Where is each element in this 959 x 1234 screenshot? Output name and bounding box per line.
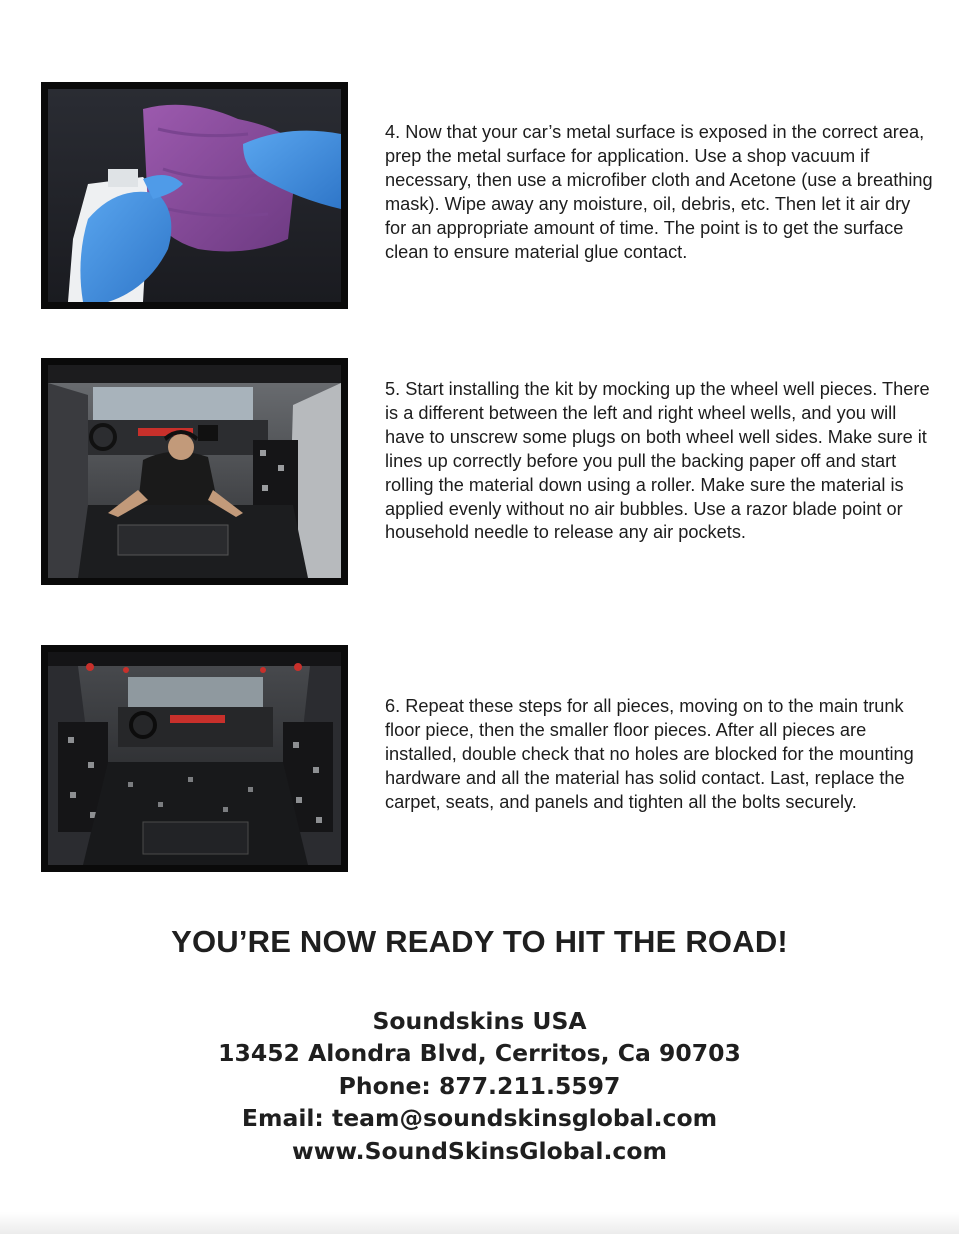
company-name: Soundskins USA xyxy=(372,1007,587,1035)
contact-block xyxy=(0,1005,959,1167)
finished-interior-photo xyxy=(48,652,341,865)
step-6-text: 6. Repeat these steps for all pieces, moving on to the main trunk floor piece, then the smaller floor pieces. After all pieces are installed, double check that no holes are blocked for the mounting hardware and all the material has solid contact. Last, replace the carpet, seats, and panels and tighten all the bolts securely. xyxy=(385,696,914,812)
cleaning-cloth-photo xyxy=(48,89,341,302)
step-6-photo xyxy=(41,645,348,872)
company-address: 13452 Alondra Blvd, Cerritos, Ca 90703 xyxy=(218,1039,741,1068)
installer-photo xyxy=(48,365,341,578)
page-bottom-shade xyxy=(0,1212,959,1234)
company-email: Email: team@soundskinsglobal.com xyxy=(241,1104,718,1133)
step-5-photo xyxy=(41,358,348,585)
company-website: www.SoundSkinsGlobal.com xyxy=(292,1136,667,1165)
ready-tagline: YOU’RE NOW READY TO HIT THE ROAD! xyxy=(171,924,788,959)
step-4-photo xyxy=(41,82,348,309)
company-phone: Phone: 877.211.5597 xyxy=(338,1071,621,1100)
step-4-text: 4. Now that your car’s metal surface is exposed in the correct area, prep the metal surface for application. Use a shop vacuum if necessary, then use a microfiber cloth and Acetone (use a breathing mask). Wipe away any moisture, oil, debris, etc. Then let it air dry for an appropriate amount of time. The point is to get the surface clean to ensure material glue contact. xyxy=(385,122,933,262)
step-5-text: 5. Start installing the kit by mocking up the wheel well pieces. There is a different between the left and right wheel wells, and you will have to unscrew some plugs on both wheel well sides. Make sure it lines up correctly before you pull the backing paper off and start rolling the material down using a roller. Make sure the material is applied evenly without no air bubbles. Use a razor blade point or household needle to release any air pockets. xyxy=(385,379,930,543)
